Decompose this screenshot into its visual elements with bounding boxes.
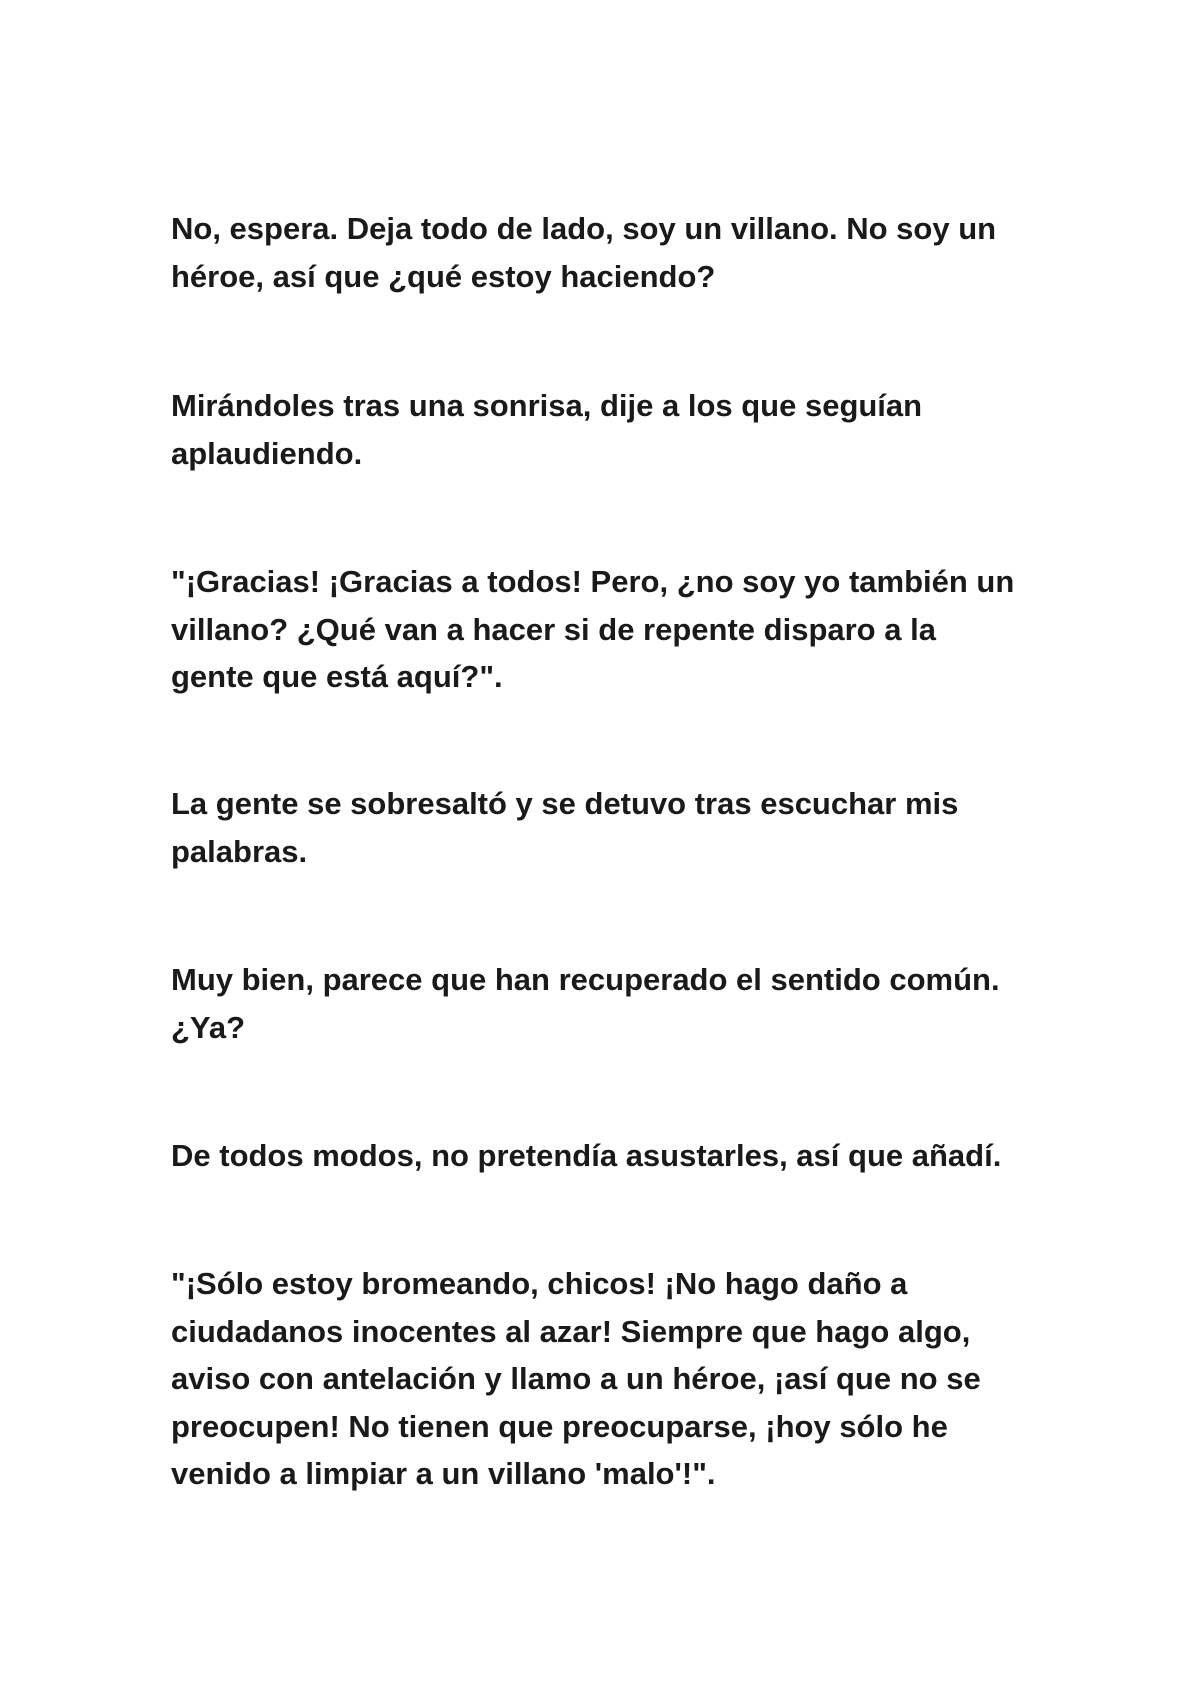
paragraph: "¡Sólo estoy bromeando, chicos! ¡No hago daño a ciudadanos inocentes al azar! Siempre que hago algo, aviso con antelación y llamo a un héroe, ¡así que no se preocupen! No tienen que preocuparse, ¡hoy sólo he venido a limpiar a un villano 'malo'!".	[171, 1266, 981, 1491]
paragraph: "¡Gracias! ¡Gracias a todos! Pero, ¿no soy yo también un villano? ¿Qué van a hacer si de repente disparo a la gente que está aquí?".	[171, 564, 1015, 694]
paragraph: Mirándoles tras una sonrisa, dije a los que seguían aplaudiendo.	[171, 388, 923, 471]
paragraph: De todos modos, no pretendía asustarles, así que añadí.	[171, 1138, 1002, 1173]
paragraph: No, espera. Deja todo de lado, soy un villano. No soy un héroe, así que ¿qué estoy haciendo?	[171, 211, 997, 294]
paragraph: La gente se sobresaltó y se detuvo tras escuchar mis palabras.	[171, 786, 959, 869]
paragraph: Muy bien, parece que han recuperado el sentido común. ¿Ya?	[171, 962, 1000, 1045]
